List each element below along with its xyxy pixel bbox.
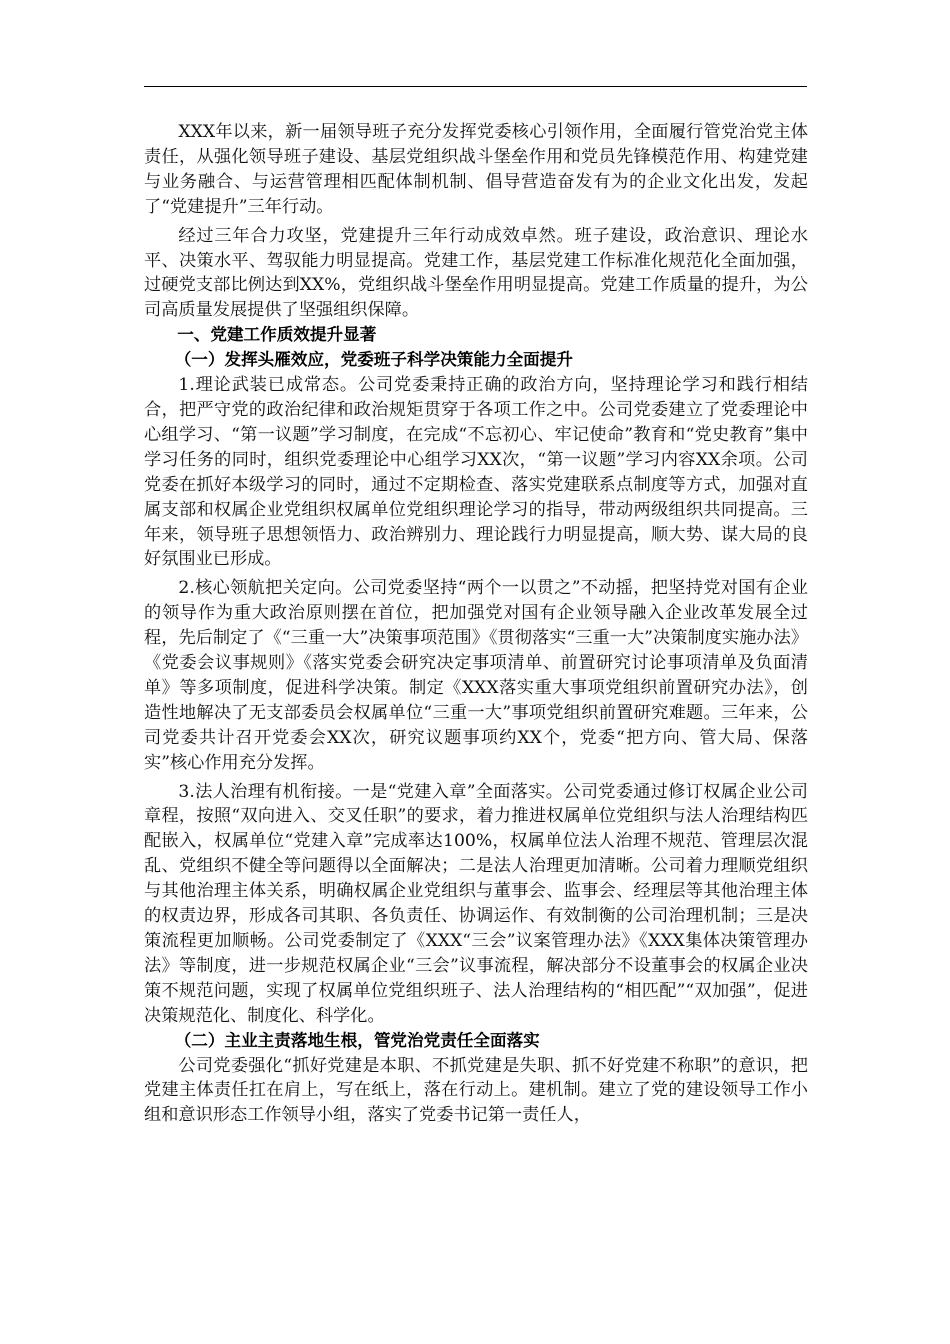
section-heading-1: 一、党建工作质效提升显著 [177, 325, 377, 345]
paragraph-leadership: 2.核心领航把关定向。公司党委坚持“两个一以贯之”不动摇，把坚持党对国有企业的领导作为重大政治原则摆在首位，把加强党对国有企业领导融入企业改革发展全过程，先后制定了《“三重一大”决策事项范围》《贯彻落实“三重一大”决策制度实施办法》《党委会议事规则》《落实党委会研究决定事项清单、前置研究讨论事项清单及负面清单》等多项制度，促进科学决策。制定《XXX落实重大事项党组织前置研究办法》，创造性地解决了无支部委员会权属单位“三重一大”事项党组织前置研究难题。三年来，公司党委共计召开党委会XX次，研究议题事项约XX个，党委“把方向、管大局、保落实”核心作用充分发挥。 [144, 578, 808, 773]
header-rule [144, 86, 807, 87]
paragraph-governance: 3.法人治理有机衔接。一是“党建入章”全面落实。公司党委通过修订权属企业公司章程，按照“双向进入、交叉任职”的要求，着力推进权属单位党组织与法人治理结构匹配嵌入，权属单位“党建入章”完成率达100%，权属单位法人治理不规范、管理层次混乱、党组织不健全等问题得以全面解决；二是法人治理更加清晰。公司着力理顺党组织与其他治理主体关系，明确权属企业党组织与董事会、监事会、经理层等其他治理主体的权责边界，形成各司其职、各负责任、协调运作、有效制衡的公司治理机制；三是决策流程更加顺畅。公司党委制定了《XXX“三会”议案管理办法》《XXX集体决策管理办法》等制度，进一步规范权属企业“三会”议事流程，解决部分不设董事会的权属企业决策不规范问题，实现了权属单位党组织班子、法人治理结构的“相匹配”“双加强”，促进决策规范化、制度化、科学化。 [144, 781, 808, 1026]
results-paragraph: 经过三年合力攻坚，党建提升三年行动成效卓然。班子建设，政治意识、理论水平、决策水平、驾驭能力明显提高。党建工作，基层党建工作标准化规范化全面加强，过硬党支部比例达到XX%，党组织战斗堡垒作用明显提高。党建工作质量的提升，为公司高质量发展提供了坚强组织保障。 [144, 225, 808, 321]
subsection-heading-1: （一）发挥头雁效应，党委班子科学决策能力全面提升 [174, 350, 573, 370]
intro-paragraph: XXX年以来，新一届领导班子充分发挥党委核心引领作用，全面履行管党治党主体责任，从强化领导班子建设、基层党组织战斗堡垒作用和党员先锋模范作用、构建党建与业务融合、与运营管理相匹配体制机制、倡导营造奋发有为的企业文化出发，发起了“党建提升”三年行动。 [144, 122, 808, 217]
paragraph-theory: 1.理论武装已成常态。公司党委秉持正确的政治方向，坚持理论学习和践行相结合，把严守党的政治纪律和政治规矩贯穿于各项工作之中。公司党委建立了党委理论中心组学习、“第一议题”学习制度，在完成“不忘初心、牢记使命”教育和“党史教育”集中学习任务的同时，组织党委理论中心组学习XX次，“第一议题”学习内容XX余项。公司党委在抓好本级学习的同时，通过不定期检查、落实党建联系点制度等方式，加强对直属支部和权属企业党组织权属单位党组织理论学习的指导，带动两级组织共同提高。三年来，领导班子思想领悟力、政治辨别力、理论践行力明显提高，顺大势、谋大局的良好氛围业已形成。 [144, 375, 808, 570]
paragraph-responsibility: 公司党委强化“抓好党建是本职、不抓党建是失职、抓不好党建不称职”的意识，把党建主体责任扛在肩上，写在纸上，落在行动上。建机制。建立了党的建设领导工作小组和意识形态工作领导小组，落实了党委书记第一责任人， [144, 1055, 808, 1126]
document-body [144, 120, 808, 1128]
subsection-heading-2: （二）主业主责落地生根，管党治党责任全面落实 [174, 1030, 540, 1050]
